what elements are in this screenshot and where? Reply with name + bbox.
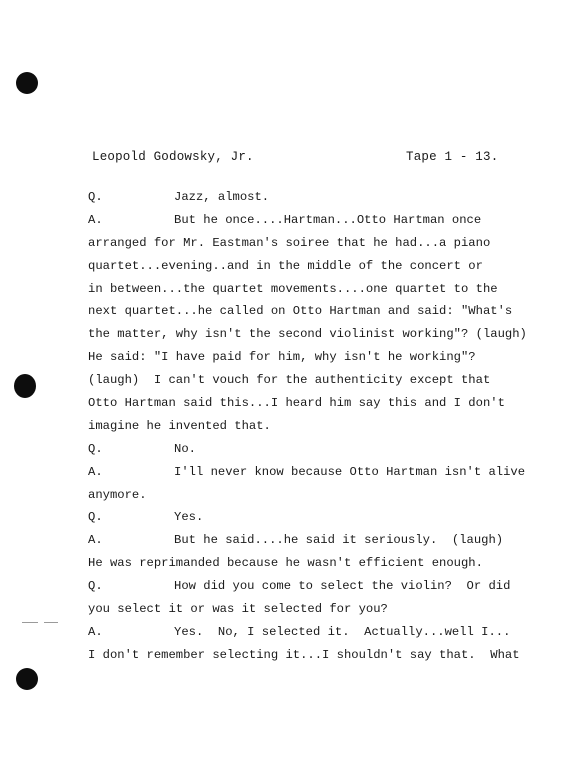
speaker-label: Q.	[88, 441, 103, 456]
line-text: But he said....he said it seriously. (laugh)	[174, 533, 504, 548]
transcript-line	[88, 552, 528, 575]
interviewee-name: Leopold Godowsky, Jr.	[92, 150, 254, 164]
line-text: Otto Hartman said this...I heard him say this and I don't	[88, 396, 505, 411]
line-text: I'll never know because Otto Hartman isn't alive	[174, 464, 526, 479]
speaker-label: A.	[88, 464, 103, 479]
transcript-line	[88, 278, 528, 301]
transcript-line	[88, 644, 528, 667]
transcript-line	[88, 484, 528, 507]
line-text: you select it or was it selected for you?	[88, 602, 388, 617]
line-text: I don't remember selecting it...I shouldn't say that. What	[88, 647, 520, 662]
line-text: He said: "I have paid for him, why isn't he working"?	[88, 350, 476, 365]
transcript-line	[88, 392, 528, 415]
transcript-line	[88, 575, 528, 598]
transcript-line	[88, 346, 528, 369]
line-text: anymore.	[88, 487, 147, 502]
line-text: No.	[174, 441, 196, 456]
line-text: quartet...evening..and in the middle of the concert or	[88, 258, 483, 273]
transcript-line	[88, 529, 528, 552]
transcript-line	[88, 598, 528, 621]
binder-hole-middle	[14, 374, 36, 398]
speaker-label: A.	[88, 624, 103, 639]
line-text: He was reprimanded because he wasn't efficient enough.	[88, 556, 483, 571]
transcript-line	[88, 506, 528, 529]
transcript-line	[88, 461, 528, 484]
transcript-line	[88, 438, 528, 461]
line-text: arranged for Mr. Eastman's soiree that he had...a piano	[88, 235, 491, 250]
transcript-line	[88, 232, 528, 255]
transcript-line	[88, 186, 528, 209]
margin-mark	[44, 622, 58, 623]
transcript-line	[88, 415, 528, 438]
line-text: in between...the quartet movements....one quartet to the	[88, 281, 498, 296]
tape-page-number: Tape 1 - 13.	[406, 150, 499, 164]
transcript-line	[88, 369, 528, 392]
line-text: imagine he invented that.	[88, 418, 271, 433]
transcript-line	[88, 323, 528, 346]
line-text: How did you come to select the violin? Or did	[174, 579, 511, 594]
line-text: But he once....Hartman...Otto Hartman once	[174, 212, 482, 227]
speaker-label: Q.	[88, 190, 103, 204]
transcript-line	[88, 300, 528, 323]
line-text: (laugh) I can't vouch for the authenticity except that	[88, 373, 491, 388]
binder-hole-bottom	[16, 668, 38, 690]
margin-mark	[22, 622, 38, 623]
line-text: next quartet...he called on Otto Hartman and said: "What's	[88, 304, 513, 319]
binder-hole-top	[16, 72, 38, 94]
line-text: Yes. No, I selected it. Actually...well I...	[174, 624, 511, 639]
line-text: Yes.	[174, 510, 204, 525]
line-text: the matter, why isn't the second violinist working"? (laugh)	[88, 327, 527, 342]
transcript-line	[88, 255, 528, 278]
speaker-label: Q.	[88, 510, 103, 525]
transcript-line	[88, 209, 528, 232]
line-text: Jazz, almost.	[174, 190, 270, 204]
speaker-label: Q.	[88, 579, 103, 594]
transcript-line	[88, 621, 528, 644]
speaker-label: A.	[88, 533, 103, 548]
speaker-label: A.	[88, 212, 103, 227]
transcript-body	[88, 186, 528, 667]
